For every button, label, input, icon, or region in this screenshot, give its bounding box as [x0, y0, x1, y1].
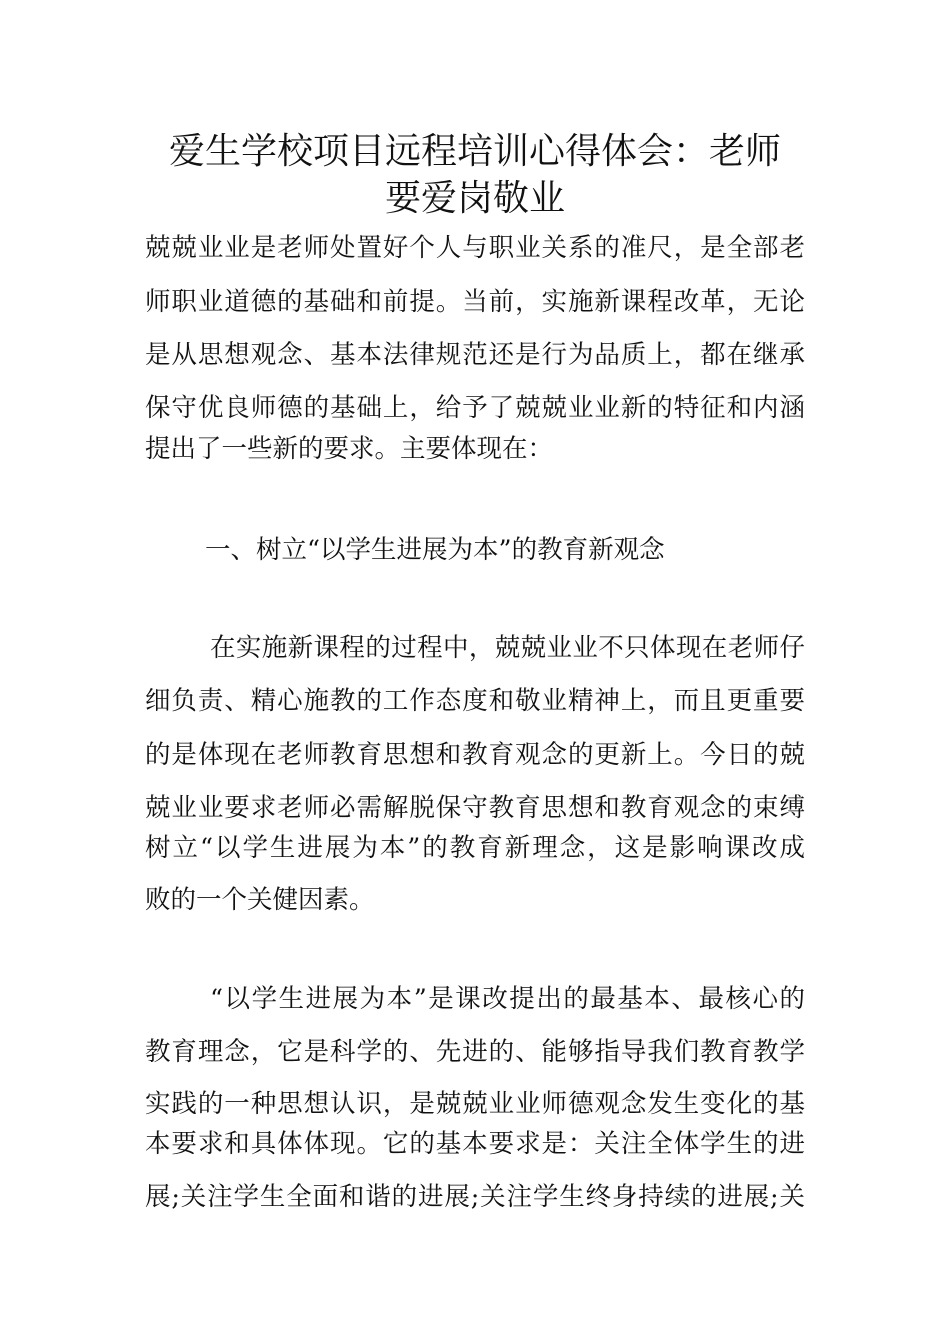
document-title-line-2: 要爱岗敬业 [384, 178, 565, 219]
paragraph-line: 教育理念，它是科学的、先进的、能够指导我们教育教学 [145, 1037, 805, 1067]
paragraph-line: “以学生进展为本”是课改提出的最基本、最核心的 [210, 984, 805, 1014]
paragraph-line: 展;关注学生全面和谐的进展;关注学生终身持续的进展;关 [145, 1182, 805, 1212]
paragraph-line: 树立“以学生进展为本”的教育新理念，这是影响课改成 [145, 833, 805, 863]
paragraph-line: 本要求和具体体现。它的基本要求是：关注全体学生的进 [145, 1129, 805, 1159]
paragraph-line: 兢业业要求老师必需解脱保守教育思想和教育观念的束缚 [145, 793, 805, 823]
paragraph-line: 实践的一种思想认识，是兢兢业业师德观念发生变化的基 [145, 1089, 805, 1119]
intro-line: 提出了一些新的要求。主要体现在： [145, 434, 554, 464]
paragraph-line: 败的一个关健因素。 [145, 885, 375, 915]
section-heading: 一、树立“以学生进展为本”的教育新观念 [205, 535, 665, 565]
paragraph-line: 在实施新课程的过程中，兢兢业业不只体现在老师仔 [210, 633, 805, 663]
intro-line: 师职业道德的基础和前提。当前，实施新课程改革，无论 [145, 287, 805, 317]
intro-line: 是从思想观念、基本法律规范还是行为品质上，都在继承 [145, 340, 805, 370]
intro-line: 保守优良师德的基础上，给予了兢兢业业新的特征和内涵 [145, 393, 805, 423]
paragraph-line: 细负责、精心施教的工作态度和敬业精神上，而且更重要 [145, 686, 805, 716]
paragraph-line: 的是体现在老师教育思想和教育观念的更新上。今日的兢 [145, 740, 805, 770]
document-title-line-1: 爱生学校项目远程培训心得体会：老师 [168, 131, 781, 172]
intro-line: 兢兢业业是老师处置好个人与职业关系的准尺，是全部老 [145, 233, 805, 263]
